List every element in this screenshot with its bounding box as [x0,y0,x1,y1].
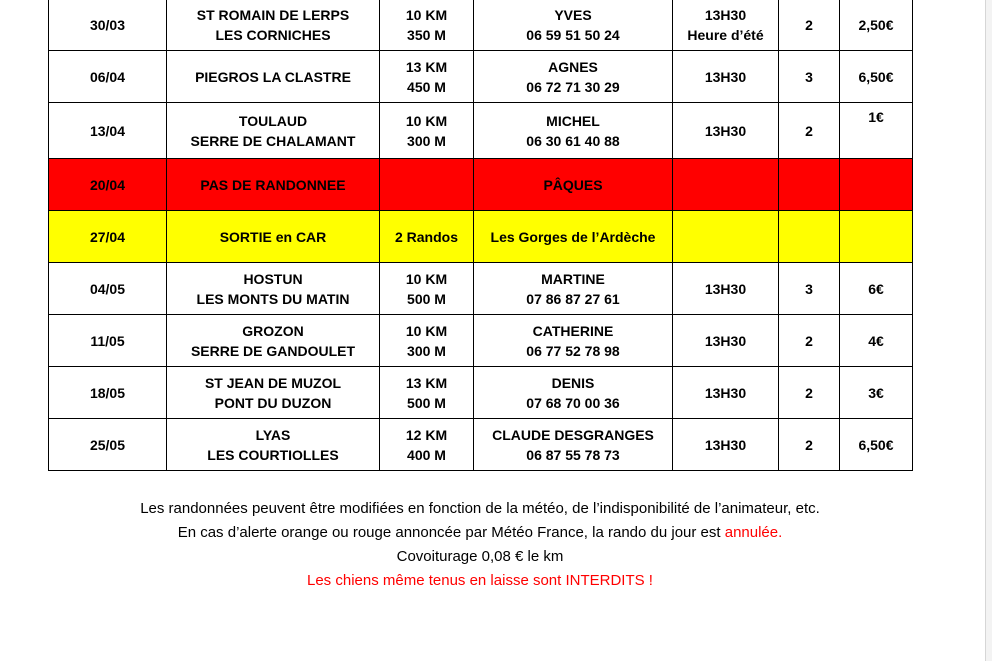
place-cell-line: SERRE DE GANDOULET [190,342,356,359]
time-cell [673,315,779,367]
leader-cell-line: 07 68 70 00 36 [526,394,620,411]
leader-cell-line: MARTINE [541,270,605,287]
note-carpooling: Covoiturage 0,08 € le km [396,548,564,565]
leader-cell [474,211,673,263]
level-cell: 2 [779,103,840,159]
distance-cell-line: 450 M [407,78,446,95]
price-cell [840,159,913,211]
place-cell-line: SORTIE en CAR [219,228,327,245]
time-cell-line: 13H30 [704,436,747,453]
leader-cell [474,103,673,159]
price-cell [840,211,913,263]
level-cell: 2 [779,367,840,419]
place-cell-line: GROZON [242,322,304,339]
schedule-body [49,0,913,471]
table-row [49,419,913,471]
distance-cell [380,419,474,471]
time-cell [673,211,779,263]
distance-cell-line: 350 M [407,26,446,43]
leader-cell [474,159,673,211]
distance-cell-line: 500 M [407,290,446,307]
place-cell-line: TOULAUD [238,112,308,129]
time-cell-line: 13H30 [704,384,747,401]
date-cell: 30/03 [49,0,167,51]
price-cell: 6,50€ [840,51,913,103]
distance-cell-line: 13 KM [405,374,448,391]
date-cell: 18/05 [49,367,167,419]
hike-schedule-table [48,0,913,471]
level-cell: 3 [779,263,840,315]
time-cell [673,367,779,419]
table-row [49,103,913,159]
leader-cell-line: 06 87 55 78 73 [526,446,620,463]
distance-cell-line: 10 KM [405,322,448,339]
place-cell [167,159,380,211]
place-cell [167,263,380,315]
level-cell [779,211,840,263]
distance-cell [380,315,474,367]
place-cell-line: PIEGROS LA CLASTRE [195,68,351,85]
table-row [49,159,913,211]
price-cell: 6,50€ [840,419,913,471]
leader-cell-line: 06 30 61 40 88 [526,132,620,149]
place-cell-line: LES MONTS DU MATIN [196,290,350,307]
distance-cell-line: 400 M [407,446,446,463]
note-weather-alert [48,521,912,545]
place-cell-line: LYAS [255,426,291,443]
place-cell [167,51,380,103]
distance-cell-line: 10 KM [405,270,448,287]
date-cell: 06/04 [49,51,167,103]
note-cancelled: annulée. [724,524,783,541]
place-cell-line: LES COURTIOLLES [207,446,339,463]
time-cell-line: 13H30 [704,122,747,139]
leader-cell [474,263,673,315]
leader-cell-line: 06 77 52 78 98 [526,342,620,359]
distance-cell-line: 10 KM [405,112,448,129]
price-cell: 2,50€ [840,0,913,51]
level-cell: 2 [779,0,840,51]
price-cell: 1€ [840,103,913,159]
distance-cell-line: 2 Randos [394,228,458,245]
table-row [49,51,913,103]
leader-cell-line: AGNES [548,58,598,75]
leader-cell [474,419,673,471]
leader-cell-line: 06 59 51 50 24 [526,26,620,43]
price-cell: 3€ [840,367,913,419]
leader-cell [474,315,673,367]
distance-cell [380,211,474,263]
leader-cell-line: Les Gorges de l’Ardèche [490,228,656,245]
place-cell [167,419,380,471]
date-cell: 27/04 [49,211,167,263]
level-cell: 2 [779,419,840,471]
leader-cell-line: 07 86 87 27 61 [526,290,620,307]
leader-cell [474,0,673,51]
leader-cell-line: CLAUDE DESGRANGES [492,426,654,443]
leader-cell [474,367,673,419]
time-cell-line: 13H30 [704,68,747,85]
distance-cell [380,0,474,51]
distance-cell-line: 12 KM [405,426,448,443]
price-cell: 6€ [840,263,913,315]
place-cell-line: ST ROMAIN DE LERPS [196,6,350,23]
leader-cell-line: DENIS [551,374,595,391]
place-cell [167,0,380,51]
table-row [49,0,913,51]
leader-cell-line: 06 72 71 30 29 [526,78,620,95]
place-cell [167,103,380,159]
distance-cell-line: 10 KM [405,6,448,23]
table-row [49,263,913,315]
place-cell-line: ST JEAN DE MUZOL [204,374,342,391]
note-dogs-forbidden: Les chiens même tenus en laisse sont INTERDITS ! [307,572,653,589]
place-cell-line: PONT DU DUZON [214,394,332,411]
table-row [49,211,913,263]
time-cell-line: Heure d’été [687,26,764,43]
leader-cell-line: YVES [554,6,592,23]
time-cell [673,159,779,211]
level-cell: 3 [779,51,840,103]
leader-cell-line: MICHEL [546,112,600,129]
place-cell-line: PAS DE RANDONNEE [200,176,346,193]
time-cell-line: 13H30 [704,280,747,297]
distance-cell-line: 300 M [407,342,446,359]
distance-cell [380,367,474,419]
time-cell [673,51,779,103]
date-cell: 13/04 [49,103,167,159]
date-cell: 20/04 [49,159,167,211]
leader-cell [474,51,673,103]
time-cell [673,263,779,315]
level-cell [779,159,840,211]
distance-cell-line: 13 KM [405,58,448,75]
date-cell: 04/05 [49,263,167,315]
note-modification: Les randonnées peuvent être modifiées en fonction de la météo, de l’indisponibilité de l’animateur, etc. [140,500,820,517]
distance-cell [380,263,474,315]
notes-block [48,497,912,593]
distance-cell-line: 500 M [407,394,446,411]
distance-cell [380,159,474,211]
place-cell-line: LES CORNICHES [215,26,331,43]
distance-cell-line: 300 M [407,132,446,149]
time-cell [673,419,779,471]
date-cell: 25/05 [49,419,167,471]
distance-cell [380,51,474,103]
time-cell [673,0,779,51]
date-cell: 11/05 [49,315,167,367]
time-cell-line: 13H30 [704,332,747,349]
leader-cell-line: PÂQUES [543,176,603,193]
place-cell-line: HOSTUN [243,270,303,287]
table-row [49,367,913,419]
leader-cell-line: CATHERINE [532,322,614,339]
time-cell-line: 13H30 [704,6,747,23]
level-cell: 2 [779,315,840,367]
note-weather-alert-text: En cas d’alerte orange ou rouge annoncée par Météo France, la rando du jour est [177,524,725,541]
place-cell-line: SERRE DE CHALAMANT [190,132,356,149]
distance-cell [380,103,474,159]
price-cell: 4€ [840,315,913,367]
time-cell [673,103,779,159]
place-cell [167,315,380,367]
table-row [49,315,913,367]
place-cell [167,211,380,263]
page-right-edge [985,0,992,661]
place-cell [167,367,380,419]
